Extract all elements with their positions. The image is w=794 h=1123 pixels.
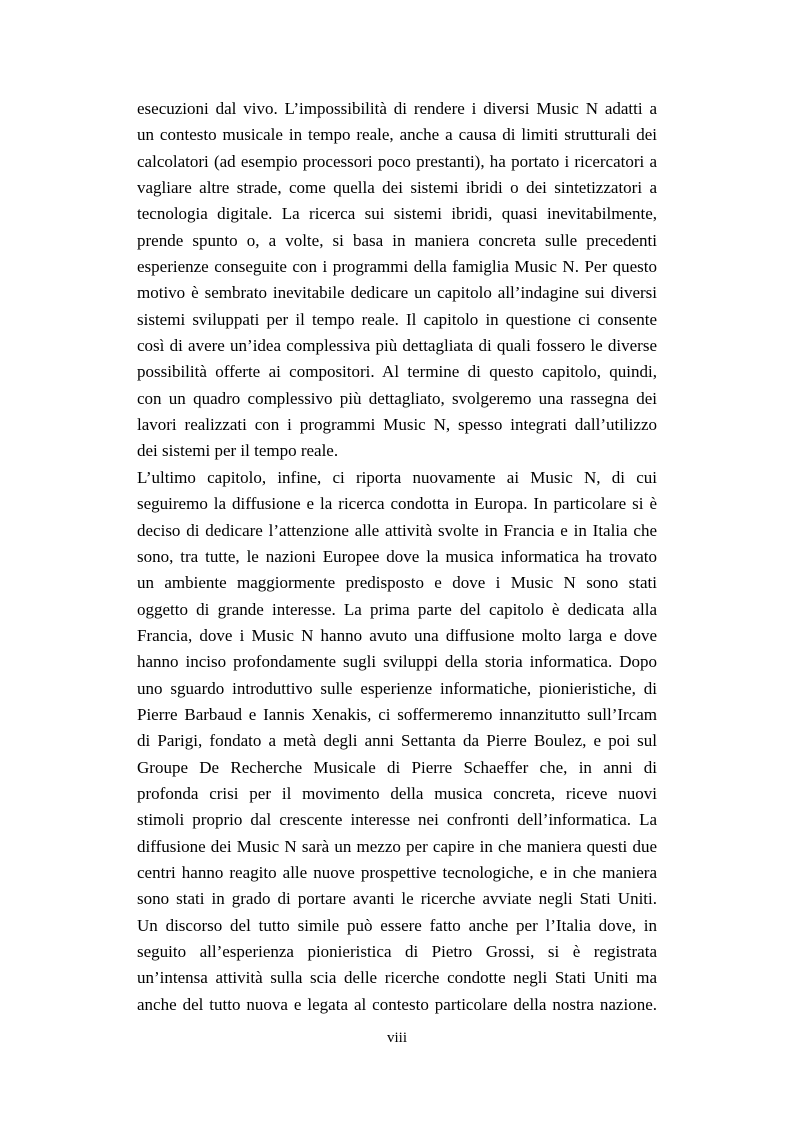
text-line: un contesto musicale in tempo reale, anche a causa di limiti strutturali dei — [137, 125, 657, 145]
text-line: vagliare altre strade, come quella dei sistemi ibridi o dei sintetizzatori a — [137, 178, 657, 198]
body-text — [137, 96, 657, 1018]
text-line: con un quadro complessivo più dettagliato, svolgeremo una rassegna dei — [137, 388, 657, 408]
text-line: così di avere un’idea complessiva più dettagliata di quali fossero le diverse — [137, 336, 657, 356]
text-line: motivo è sembrato inevitabile dedicare un capitolo all’indagine sui diversi — [137, 283, 657, 303]
text-line: Un discorso del tutto simile può essere fatto anche per l’Italia dove, in — [137, 915, 657, 935]
text-line: profonda crisi per il movimento della musica concreta, riceve nuovi — [137, 783, 657, 803]
text-line: esperienze conseguite con i programmi della famiglia Music N. Per questo — [137, 257, 657, 277]
text-line: seguiremo la diffusione e la ricerca condotta in Europa. In particolare si è — [137, 494, 657, 514]
text-line: stimoli proprio dal crescente interesse nei confronti dell’informatica. La — [137, 810, 657, 830]
text-line: sistemi sviluppati per il tempo reale. Il capitolo in questione ci consente — [137, 309, 657, 329]
text-line: calcolatori (ad esempio processori poco prestanti), ha portato i ricercatori a — [137, 151, 657, 171]
text-line: Francia, dove i Music N hanno avuto una diffusione molto larga e dove — [137, 625, 657, 645]
text-line: tecnologia digitale. La ricerca sui sistemi ibridi, quasi inevitabilmente, — [137, 204, 657, 224]
text-line: sono stati in grado di portare avanti le ricerche avviate negli Stati Uniti. — [137, 889, 657, 909]
text-line: dei sistemi per il tempo reale. — [137, 441, 339, 461]
text-line: Pierre Barbaud e Iannis Xenakis, ci soffermeremo innanzitutto sull’Ircam — [137, 704, 657, 724]
text-line: sono, tra tutte, le nazioni Europee dove la musica informatica ha trovato — [137, 546, 657, 566]
text-line: diffusione dei Music N sarà un mezzo per capire in che maniera questi due — [137, 836, 657, 856]
text-line: centri hanno reagito alle nuove prospettive tecnologiche, e in che maniera — [137, 862, 657, 882]
text-line: un’intensa attività sulla scia delle ricerche condotte negli Stati Uniti ma — [137, 968, 657, 988]
text-line: uno sguardo introduttivo sulle esperienze informatiche, pionieristiche, di — [137, 678, 657, 698]
text-line: anche del tutto nuova e legata al contesto particolare della nostra nazione. — [137, 994, 657, 1014]
text-line: deciso di dedicare l’attenzione alle attività svolte in Francia e in Italia che — [137, 520, 657, 540]
text-line: oggetto di grande interesse. La prima parte del capitolo è dedicata alla — [137, 599, 657, 619]
text-line: prende spunto o, a volte, si basa in maniera concreta sulle precedenti — [137, 230, 657, 250]
text-line: lavori realizzati con i programmi Music N, spesso integrati dall’utilizzo — [137, 415, 657, 435]
text-line: L’ultimo capitolo, infine, ci riporta nuovamente ai Music N, di cui — [137, 467, 657, 487]
page-number: viii — [386, 1030, 407, 1046]
text-line: possibilità offerte ai compositori. Al termine di questo capitolo, quindi, — [137, 362, 657, 382]
text-line: di Parigi, fondato a metà degli anni Settanta da Pierre Boulez, e poi sul — [137, 731, 657, 751]
text-line: esecuzioni dal vivo. L’impossibilità di rendere i diversi Music N adatti a — [137, 99, 657, 118]
text-line: un ambiente maggiormente predisposto e dove i Music N sono stati — [137, 573, 657, 593]
text-line: seguito all’esperienza pionieristica di Pietro Grossi, si è registrata — [137, 942, 657, 961]
text-line: Groupe De Recherche Musicale di Pierre Schaeffer che, in anni di — [137, 757, 657, 777]
text-line: hanno inciso profondamente sugli sviluppi della storia informatica. Dopo — [137, 652, 657, 672]
